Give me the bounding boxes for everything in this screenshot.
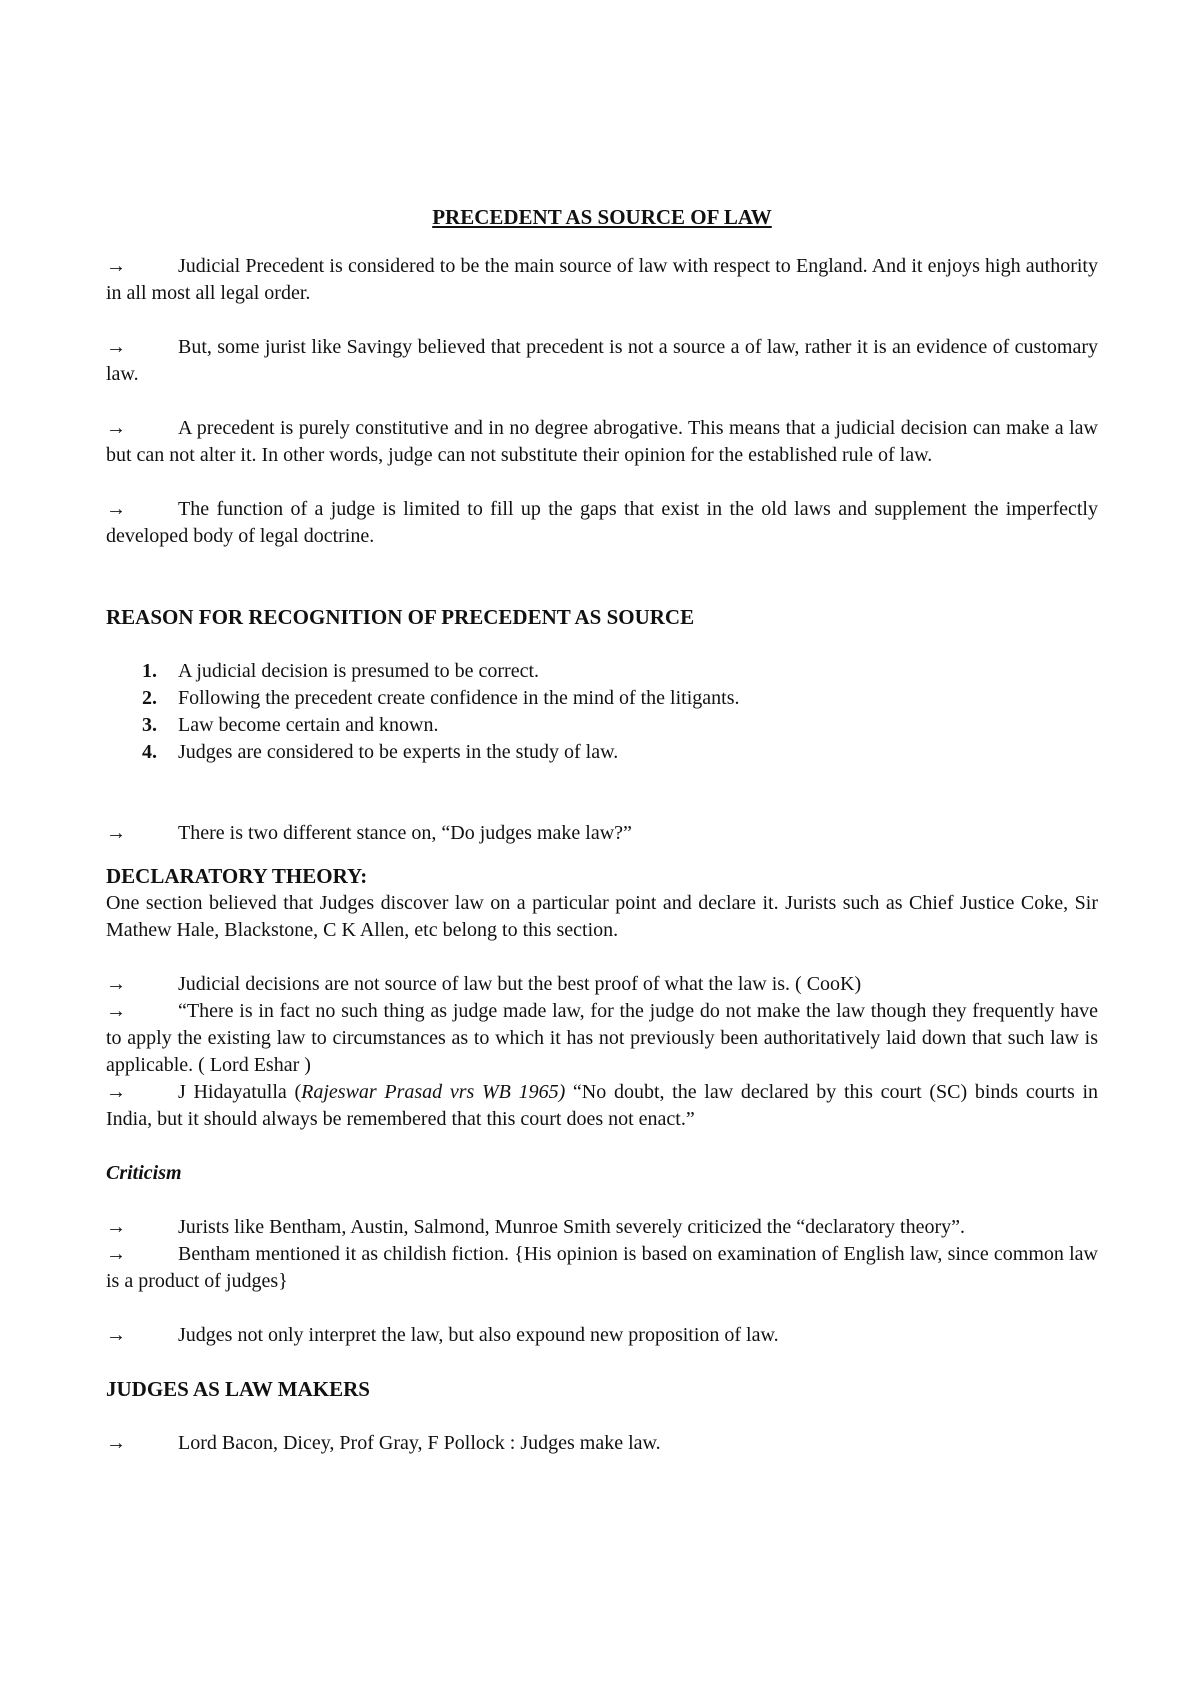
- paragraph-text: The function of a judge is limited to fill up the gaps that exist in the old laws and supplement the imperfectly developed body of legal doctrine.: [106, 498, 1098, 547]
- criticism-heading: Criticism: [106, 1162, 182, 1184]
- list-number: 3.: [142, 714, 157, 736]
- declaratory-point: [106, 971, 1098, 998]
- arrow-icon: →: [106, 973, 126, 995]
- list-item: [142, 712, 1098, 739]
- arrow-icon: →: [106, 1216, 126, 1238]
- list-number: 1.: [142, 660, 157, 682]
- paragraph-text: But, some jurist like Savingy believed that precedent is not a source a of law, rather it is an evidence of customary law.: [106, 336, 1098, 385]
- law-makers-heading: JUDGES AS LAW MAKERS: [106, 1377, 370, 1401]
- declaratory-point: [106, 998, 1098, 1079]
- arrow-icon: →: [106, 1243, 126, 1265]
- criticism-point: [106, 1322, 1098, 1349]
- point-text: Judicial decisions are not source of law but the best proof of what the law is. ( CooK): [178, 973, 862, 995]
- list-number: 4.: [142, 741, 157, 763]
- declaratory-point: [106, 1079, 1098, 1133]
- arrow-icon: →: [106, 1432, 126, 1454]
- intro-paragraph: [106, 415, 1098, 469]
- arrow-icon: →: [106, 1000, 126, 1022]
- hidayatulla-quote: “No doubt, the law declared by this court (SC) binds courts in India, but it should always be remembered that this court does not enact.”: [106, 1081, 1098, 1130]
- declaratory-intro: One section believed that Judges discover law on a particular point and declare it. Jurists such as Chief Justice Coke, Sir Mathew Hale, Blackstone, C K Allen, etc belong to this section.: [106, 892, 1098, 941]
- point-text: Bentham mentioned it as childish fiction. {His opinion is based on examination of English law, since common law is a product of judges}: [106, 1243, 1098, 1292]
- hidayatulla-prefix: J Hidayatulla (: [178, 1081, 302, 1103]
- arrow-icon: →: [106, 1324, 126, 1346]
- document-body: [106, 204, 1098, 1457]
- intro-paragraph: [106, 253, 1098, 307]
- arrow-icon: →: [106, 255, 126, 277]
- point-text: “There is in fact no such thing as judge made law, for the judge do not make the law though they frequently have to apply the existing law to circumstances as to which it has not previously been authoritatively laid down that such law is applicable. ( Lord Eshar ): [106, 1000, 1098, 1076]
- list-item-text: Law become certain and known.: [178, 714, 439, 736]
- list-item-text: Judges are considered to be experts in the study of law.: [178, 741, 619, 763]
- arrow-icon: →: [106, 498, 126, 520]
- list-item-text: A judicial decision is presumed to be correct.: [178, 660, 540, 682]
- point-text: Lord Bacon, Dicey, Prof Gray, F Pollock : Judges make law.: [178, 1432, 661, 1454]
- list-item: [142, 658, 1098, 685]
- reasons-heading: REASON FOR RECOGNITION OF PRECEDENT AS SOURCE: [106, 605, 695, 629]
- intro-paragraph: [106, 496, 1098, 550]
- stance-line: [106, 820, 1098, 847]
- declaratory-heading: DECLARATORY THEORY:: [106, 864, 368, 888]
- arrow-icon: →: [106, 822, 126, 844]
- list-item: [142, 685, 1098, 712]
- arrow-icon: →: [106, 336, 126, 358]
- law-makers-point: [106, 1430, 1098, 1457]
- stance-text: There is two different stance on, “Do judges make law?”: [178, 822, 632, 844]
- criticism-point: [106, 1241, 1098, 1295]
- point-text: Jurists like Bentham, Austin, Salmond, Munroe Smith severely criticized the “declaratory theory”.: [178, 1216, 966, 1238]
- paragraph-text: A precedent is purely constitutive and in no degree abrogative. This means that a judicial decision can make a law but can not alter it. In other words, judge can not substitute their opinion for the established rule of law.: [106, 417, 1098, 466]
- criticism-point: [106, 1214, 1098, 1241]
- page-title: PRECEDENT AS SOURCE OF LAW: [432, 205, 772, 229]
- list-number: 2.: [142, 687, 157, 709]
- intro-paragraph: [106, 334, 1098, 388]
- list-item: [142, 739, 1098, 766]
- case-citation: Rajeswar Prasad vrs WB 1965): [301, 1081, 566, 1103]
- paragraph-text: Judicial Precedent is considered to be the main source of law with respect to England. And it enjoys high authority in all most all legal order.: [106, 255, 1098, 304]
- arrow-icon: →: [106, 417, 126, 439]
- list-item-text: Following the precedent create confidence in the mind of the litigants.: [178, 687, 740, 709]
- arrow-icon: →: [106, 1081, 126, 1103]
- point-text: Judges not only interpret the law, but also expound new proposition of law.: [178, 1324, 779, 1346]
- reasons-list: [106, 658, 1098, 766]
